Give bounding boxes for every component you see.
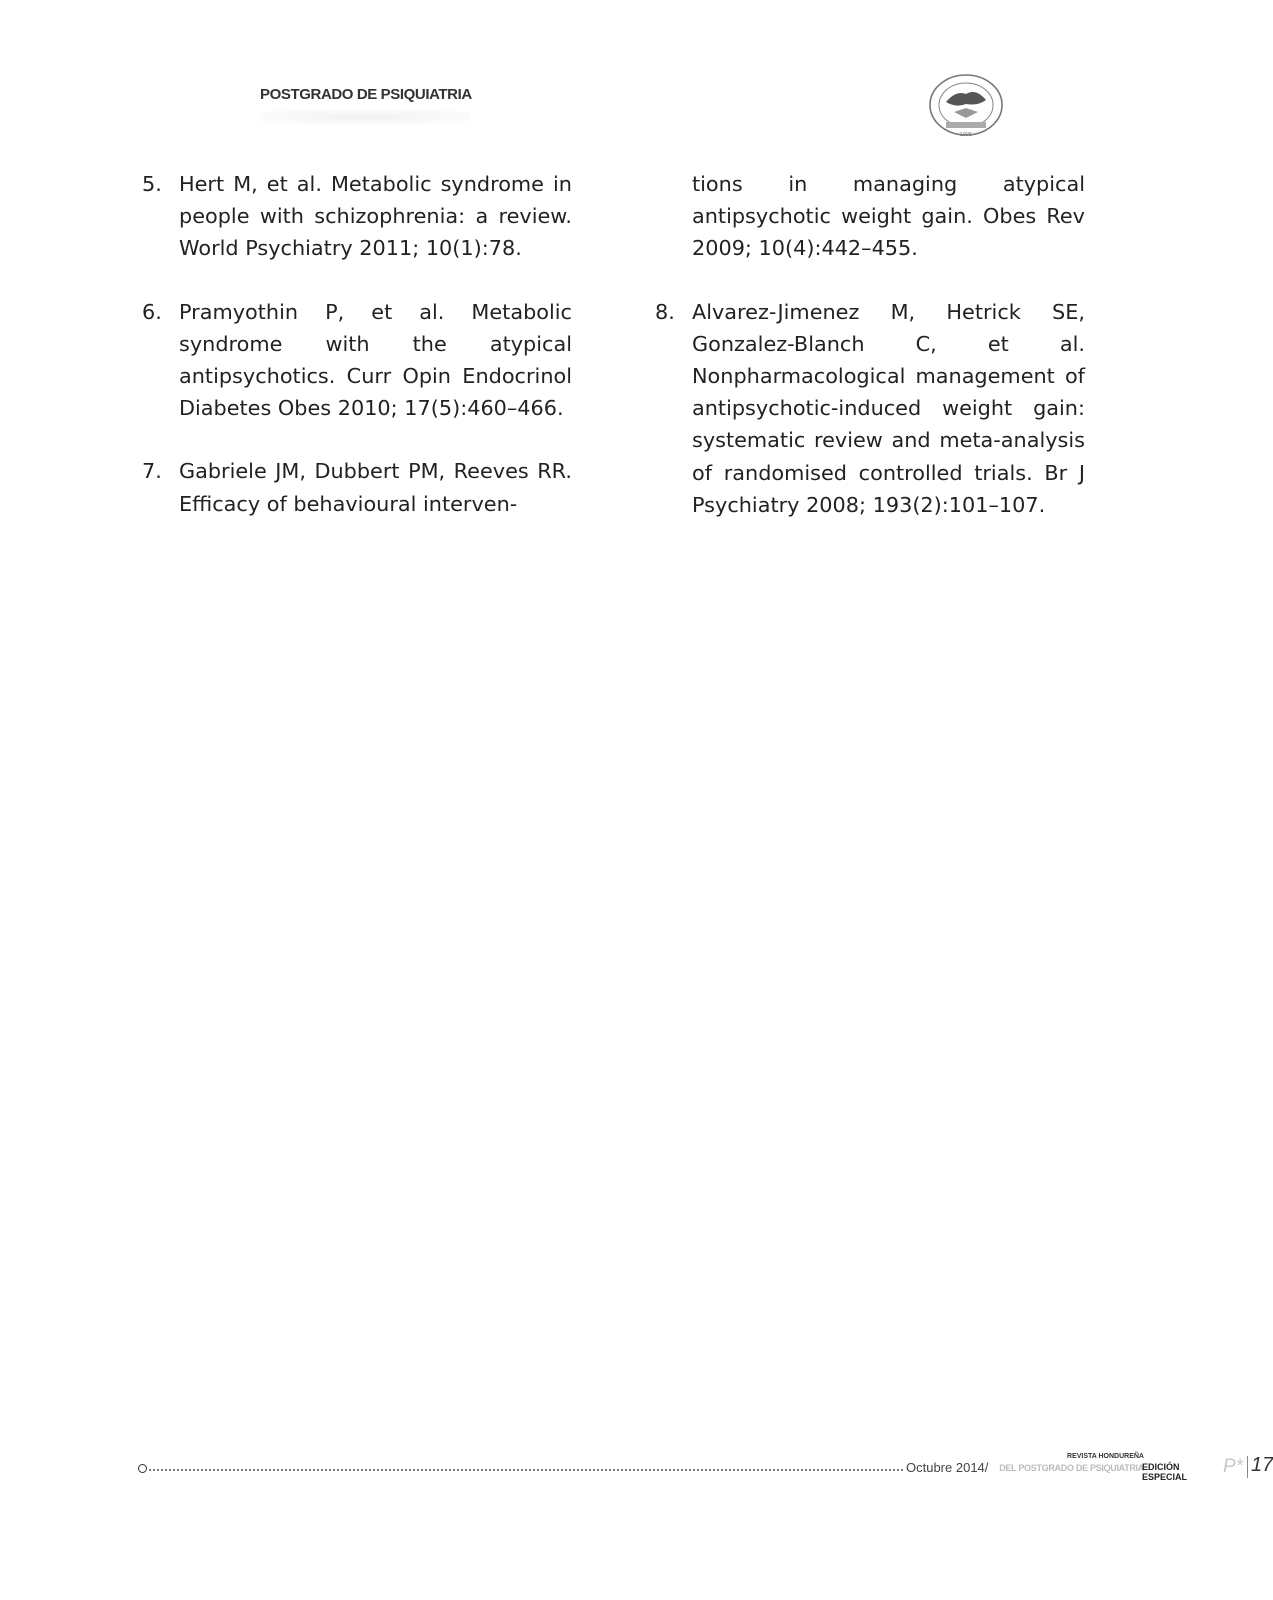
footer-circle-icon [138, 1464, 147, 1473]
footer-separator [1247, 1456, 1248, 1478]
reference-item [655, 296, 1085, 521]
reference-text: Pramyothin P, et al. Metabolic syndrome with the atypical antipsychotics. Curr Opin Endocrinol Diabetes Obes 2010; 17(5):460–466. [179, 299, 572, 421]
left-column [142, 168, 572, 551]
postgraduate-seal-logo [926, 72, 1006, 138]
reference-number: 5. [142, 172, 162, 196]
right-column [655, 168, 1085, 552]
reference-item [142, 296, 572, 425]
running-header [260, 86, 472, 103]
reference-text: Gabriele JM, Dubbert PM, Reeves RR. Efficacy of behavioural interven- [179, 459, 572, 516]
reference-text: Alvarez-Jimenez M, Hetrick SE, Gonzalez-Blanch C, et al. Nonpharmacological management of antipsychotic-induced weight gain: systematic review and meta-analysis of randomised controlled trials. Br J Psychiatry 2008; 193(2):101–107. [692, 299, 1085, 517]
reference-number: 8. [655, 299, 675, 324]
journal-name-line1: REVISTA HONDUREÑA [1066, 1453, 1144, 1460]
reference-continuation: tions in managing atypical antipsychotic weight gain. Obes Rev 2009; 10(4):442–455. [692, 172, 1085, 261]
footer-date: Octubre 2014/ [906, 1460, 989, 1475]
footer-p-mark: P* [1223, 1456, 1244, 1477]
page-footer [138, 1452, 1273, 1482]
footer-edition: EDICIÓN ESPECIAL [1142, 1462, 1188, 1482]
reference-item [142, 455, 572, 519]
svg-text:1995: 1995 [959, 132, 973, 138]
journal-name-line2: DEL POSTGRADO DE PSIQUIATRIA [999, 1463, 1144, 1473]
reference-number: 6. [142, 299, 162, 324]
header-smudge [260, 110, 470, 124]
footer-journal-name [984, 1452, 1144, 1474]
footer-dotted-rule [149, 1469, 903, 1471]
header-title: POSTGRADO DE PSIQUIATRIA [260, 86, 472, 103]
reference-text: Hert M, et al. Metabolic syndrome in people with schizophrenia: a review. World Psychiatry 2011; 10(1):78. [179, 172, 572, 261]
reference-item [142, 168, 572, 265]
reference-number: 7. [142, 459, 162, 484]
page-number: 17 [1251, 1454, 1273, 1476]
